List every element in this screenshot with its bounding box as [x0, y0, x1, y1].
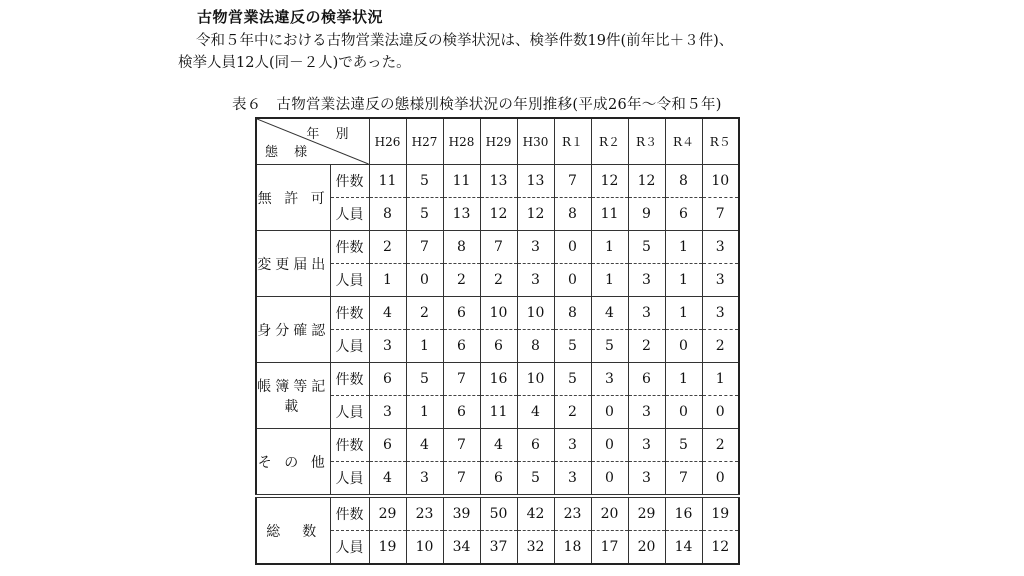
- value-cell: 32: [517, 531, 554, 565]
- value-cell: 2: [702, 330, 739, 363]
- value-cell: 11: [443, 165, 480, 198]
- value-cell: 10: [480, 297, 517, 330]
- value-cell: 5: [406, 198, 443, 231]
- value-cell: 23: [554, 496, 591, 531]
- value-cell: 4: [591, 297, 628, 330]
- value-cell: 13: [443, 198, 480, 231]
- value-cell: 3: [628, 462, 665, 497]
- category-label: 無 許 可: [256, 165, 330, 231]
- value-cell: 7: [443, 462, 480, 497]
- value-cell: 2: [554, 396, 591, 429]
- value-cell: 10: [702, 165, 739, 198]
- value-cell: 6: [443, 297, 480, 330]
- value-cell: 5: [591, 330, 628, 363]
- value-cell: 34: [443, 531, 480, 565]
- value-cell: 23: [406, 496, 443, 531]
- value-cell: 3: [554, 429, 591, 462]
- value-cell: 19: [369, 531, 406, 565]
- value-cell: 1: [369, 264, 406, 297]
- value-cell: 8: [369, 198, 406, 231]
- value-cell: 14: [665, 531, 702, 565]
- value-cell: 20: [591, 496, 628, 531]
- year-header: R１: [554, 118, 591, 165]
- value-cell: 13: [480, 165, 517, 198]
- value-cell: 4: [517, 396, 554, 429]
- value-cell: 7: [665, 462, 702, 497]
- value-cell: 12: [591, 165, 628, 198]
- value-cell: 3: [369, 330, 406, 363]
- value-cell: 11: [591, 198, 628, 231]
- summary-paragraph: [178, 30, 858, 74]
- value-cell: 29: [369, 496, 406, 531]
- table-row: [256, 429, 739, 462]
- value-cell: 3: [591, 363, 628, 396]
- year-header: H29: [480, 118, 517, 165]
- value-cell: 8: [554, 297, 591, 330]
- value-cell: 1: [665, 297, 702, 330]
- value-cell: 18: [554, 531, 591, 565]
- category-label: 身分確認: [256, 297, 330, 363]
- table-row: [256, 231, 739, 264]
- value-cell: 2: [702, 429, 739, 462]
- table-row: [256, 496, 739, 531]
- value-cell: 0: [665, 396, 702, 429]
- category-label: 変更届出: [256, 231, 330, 297]
- value-cell: 5: [665, 429, 702, 462]
- value-cell: 7: [554, 165, 591, 198]
- value-cell: 3: [406, 462, 443, 497]
- value-cell: 37: [480, 531, 517, 565]
- value-cell: 3: [702, 231, 739, 264]
- value-cell: 8: [554, 198, 591, 231]
- value-cell: 8: [443, 231, 480, 264]
- value-cell: 6: [517, 429, 554, 462]
- value-cell: 0: [591, 396, 628, 429]
- value-cell: 0: [591, 462, 628, 497]
- year-header: H30: [517, 118, 554, 165]
- value-cell: 12: [702, 531, 739, 565]
- year-header: H28: [443, 118, 480, 165]
- value-cell: 3: [628, 297, 665, 330]
- value-cell: 0: [554, 231, 591, 264]
- summary-line-2: 検挙人員12人(同－２人)であった。: [178, 55, 411, 71]
- value-cell: 5: [406, 363, 443, 396]
- metric-label: 件数: [330, 496, 369, 531]
- value-cell: 7: [702, 198, 739, 231]
- metric-label: 件数: [330, 297, 369, 330]
- table-caption: 表６ 古物営業法違反の態様別検挙状況の年別推移(平成26年～令和５年): [232, 97, 722, 113]
- year-header: H27: [406, 118, 443, 165]
- value-cell: 5: [517, 462, 554, 497]
- value-cell: 5: [406, 165, 443, 198]
- value-cell: 7: [406, 231, 443, 264]
- value-cell: 0: [406, 264, 443, 297]
- table-row: [256, 297, 739, 330]
- value-cell: 3: [369, 396, 406, 429]
- value-cell: 4: [369, 297, 406, 330]
- value-cell: 1: [702, 363, 739, 396]
- value-cell: 6: [480, 330, 517, 363]
- value-cell: 0: [665, 330, 702, 363]
- value-cell: 17: [591, 531, 628, 565]
- value-cell: 3: [554, 462, 591, 497]
- value-cell: 1: [665, 264, 702, 297]
- metric-label: 人員: [330, 531, 369, 565]
- value-cell: 2: [406, 297, 443, 330]
- category-label: 帳簿等記載: [256, 363, 330, 429]
- value-cell: 7: [480, 231, 517, 264]
- value-cell: 39: [443, 496, 480, 531]
- value-cell: 0: [702, 462, 739, 497]
- value-cell: 2: [443, 264, 480, 297]
- value-cell: 4: [480, 429, 517, 462]
- metric-label: 人員: [330, 330, 369, 363]
- corner-type-label: 態 様: [265, 145, 314, 160]
- header-row: [256, 118, 739, 165]
- value-cell: 20: [628, 531, 665, 565]
- year-header: R４: [665, 118, 702, 165]
- value-cell: 3: [628, 396, 665, 429]
- year-header: R２: [591, 118, 628, 165]
- value-cell: 1: [406, 396, 443, 429]
- value-cell: 10: [517, 363, 554, 396]
- value-cell: 5: [554, 363, 591, 396]
- value-cell: 3: [517, 231, 554, 264]
- metric-label: 件数: [330, 429, 369, 462]
- metric-label: 人員: [330, 264, 369, 297]
- corner-year-label: 年 別: [306, 127, 355, 142]
- value-cell: 10: [406, 531, 443, 565]
- value-cell: 4: [406, 429, 443, 462]
- value-cell: 1: [591, 264, 628, 297]
- value-cell: 19: [702, 496, 739, 531]
- value-cell: 0: [591, 429, 628, 462]
- value-cell: 2: [628, 330, 665, 363]
- violation-stats-table: [255, 117, 740, 565]
- value-cell: 42: [517, 496, 554, 531]
- value-cell: 2: [480, 264, 517, 297]
- summary-line-1: 令和５年中における古物営業法違反の検挙状況は、検挙件数19件(前年比＋３件)、: [196, 33, 734, 49]
- value-cell: 3: [702, 264, 739, 297]
- value-cell: 6: [369, 429, 406, 462]
- value-cell: 2: [369, 231, 406, 264]
- value-cell: 16: [480, 363, 517, 396]
- value-cell: 16: [665, 496, 702, 531]
- value-cell: 1: [665, 231, 702, 264]
- year-header: R５: [702, 118, 739, 165]
- value-cell: 4: [369, 462, 406, 497]
- value-cell: 0: [554, 264, 591, 297]
- year-header: H26: [369, 118, 406, 165]
- value-cell: 11: [369, 165, 406, 198]
- value-cell: 6: [369, 363, 406, 396]
- value-cell: 6: [443, 330, 480, 363]
- value-cell: 9: [628, 198, 665, 231]
- value-cell: 1: [665, 363, 702, 396]
- value-cell: 6: [443, 396, 480, 429]
- value-cell: 50: [480, 496, 517, 531]
- year-header: R３: [628, 118, 665, 165]
- value-cell: 7: [443, 363, 480, 396]
- value-cell: 3: [628, 429, 665, 462]
- value-cell: 3: [628, 264, 665, 297]
- value-cell: 0: [702, 396, 739, 429]
- table-row: [256, 165, 739, 198]
- value-cell: 3: [517, 264, 554, 297]
- value-cell: 12: [480, 198, 517, 231]
- value-cell: 10: [517, 297, 554, 330]
- value-cell: 7: [443, 429, 480, 462]
- table-row: [256, 363, 739, 396]
- value-cell: 12: [517, 198, 554, 231]
- metric-label: 人員: [330, 462, 369, 497]
- metric-label: 件数: [330, 363, 369, 396]
- metric-label: 件数: [330, 231, 369, 264]
- value-cell: 6: [480, 462, 517, 497]
- metric-label: 人員: [330, 198, 369, 231]
- corner-header-cell: [256, 118, 369, 165]
- value-cell: 8: [665, 165, 702, 198]
- section-heading: 古物営業法違反の検挙状況: [197, 8, 384, 26]
- category-label: 総 数: [256, 496, 330, 564]
- value-cell: 12: [628, 165, 665, 198]
- value-cell: 5: [554, 330, 591, 363]
- category-label: そ の 他: [256, 429, 330, 497]
- value-cell: 1: [406, 330, 443, 363]
- value-cell: 3: [702, 297, 739, 330]
- value-cell: 5: [628, 231, 665, 264]
- value-cell: 1: [591, 231, 628, 264]
- value-cell: 6: [665, 198, 702, 231]
- metric-label: 人員: [330, 396, 369, 429]
- value-cell: 11: [480, 396, 517, 429]
- value-cell: 29: [628, 496, 665, 531]
- value-cell: 8: [517, 330, 554, 363]
- value-cell: 13: [517, 165, 554, 198]
- metric-label: 件数: [330, 165, 369, 198]
- value-cell: 6: [628, 363, 665, 396]
